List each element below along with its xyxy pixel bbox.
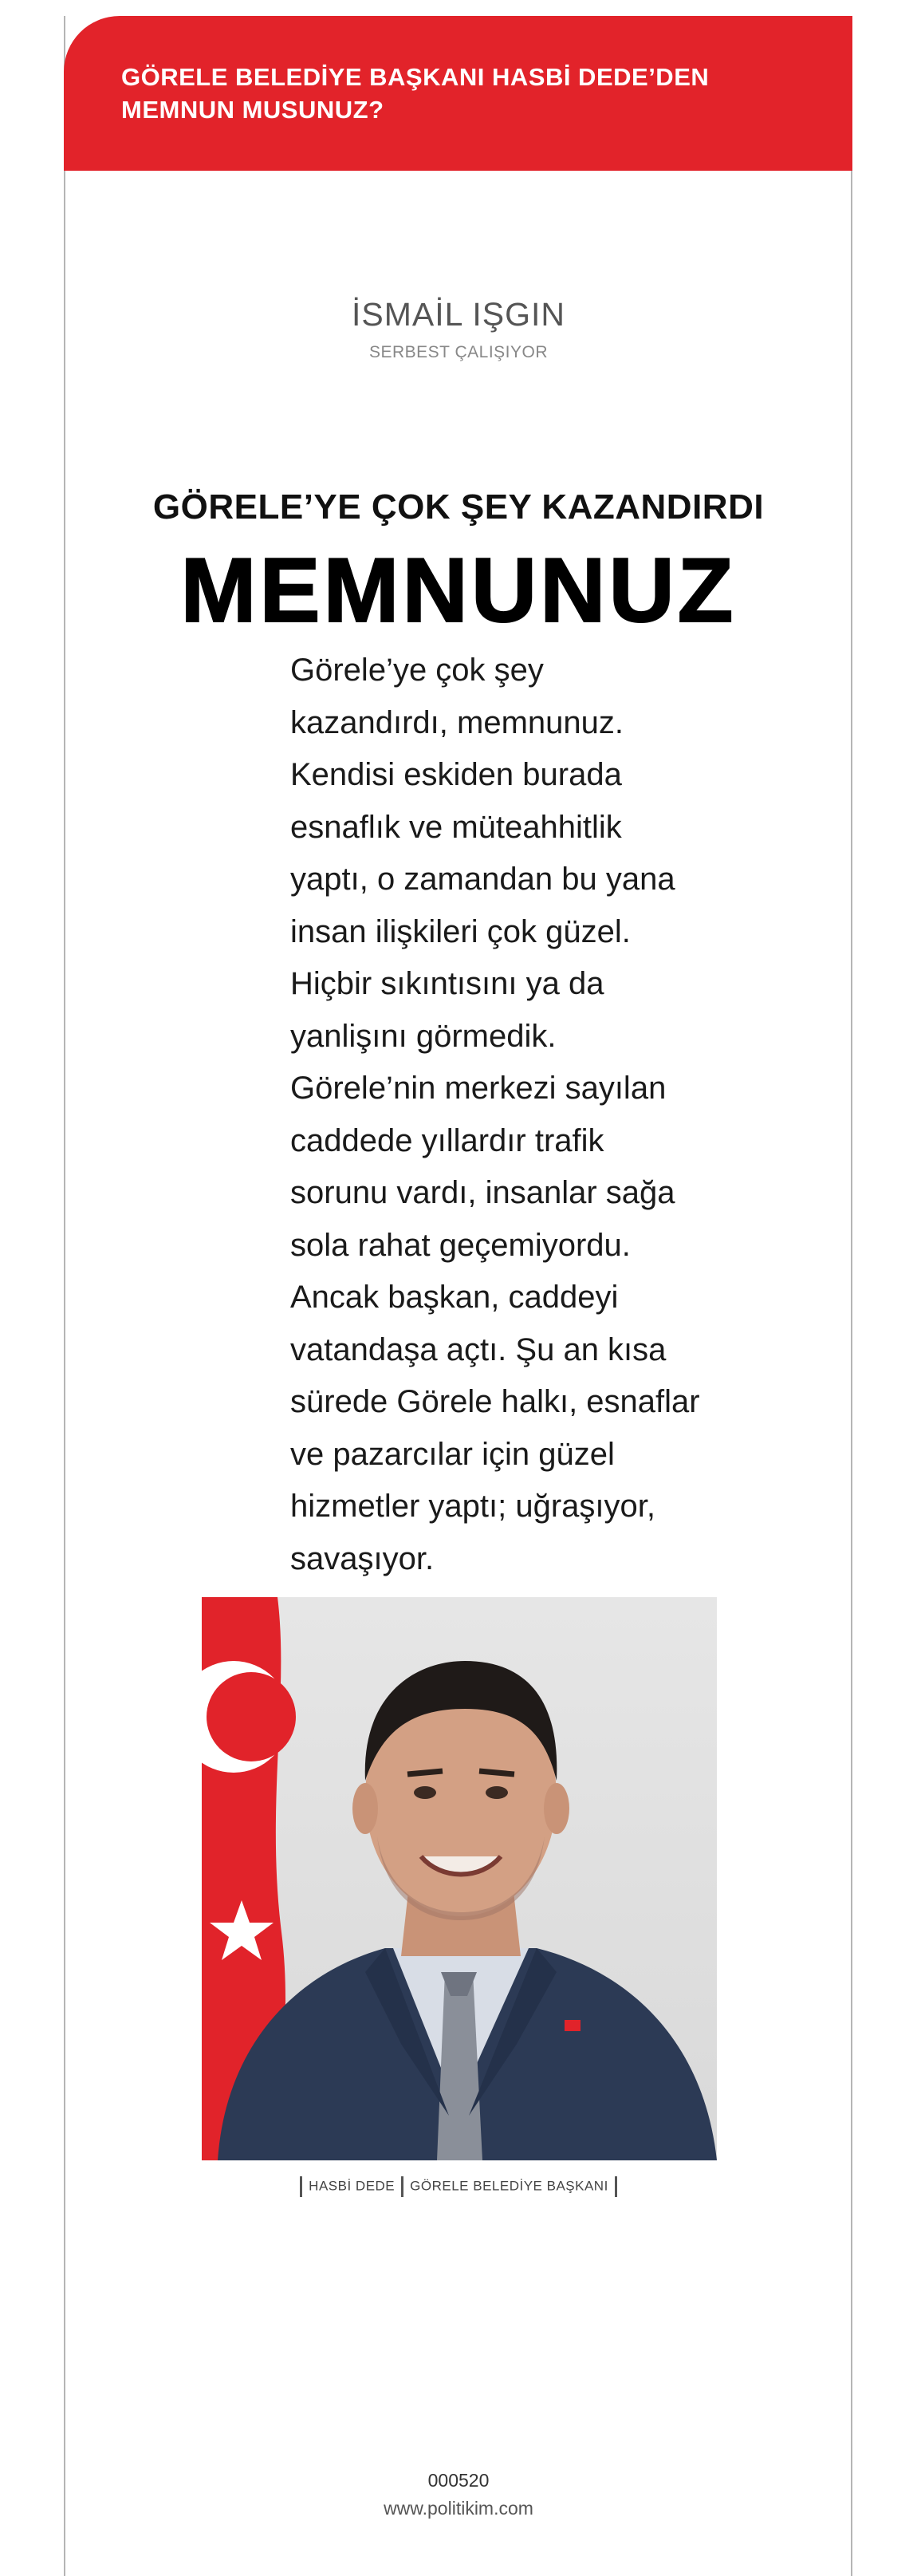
headline-main: MEMNUNUZ — [180, 540, 737, 641]
caption-divider — [401, 2176, 403, 2197]
author-name: İSMAİL IŞGIN — [352, 296, 565, 333]
caption-divider — [300, 2176, 302, 2197]
caption-title: GÖRELE BELEDİYE BAŞKANI — [410, 2178, 608, 2194]
portrait-photo — [202, 1597, 717, 2160]
quote-text: Görele’ye çok şey kazandırdı, memnunuz. Kendisi eskiden burada esnaflık ve müteahhitlik yaptı, o zamandan bu yana insan ilişkileri çok güzel. Hiçbir sıkıntısını ya da yanlişını görmedik. Görele’nin merkezi sayılan caddede yıllardır trafik sorunu vardı, insanlar sağa sola rahat geçemiyordu. Ancak başkan, caddeyi vatandaşa açtı. Şu an kısa sürede Görele halkı, esnaflar ve pazarcılar için güzel hizmetler yaptı; uğraşıyor, savaşıyor. — [290, 653, 700, 1576]
headline-subtitle: GÖRELE’YE ÇOK ŞEY KAZANDIRDI — [152, 487, 765, 527]
author-role: SERBEST ÇALIŞIYOR — [368, 343, 549, 361]
photo-caption — [0, 2176, 917, 2197]
portrait-illustration — [202, 1597, 717, 2160]
footer-code: 000520 — [427, 2470, 490, 2491]
footer-website[interactable]: www.politikim.com — [384, 2498, 533, 2519]
header-title: GÖRELE BELEDİYE BAŞKANI HASBİ DEDE’DEN MEMNUN MUSUNUZ? — [121, 63, 710, 124]
header-banner — [64, 16, 852, 171]
caption-name: HASBİ DEDE — [309, 2178, 396, 2194]
caption-divider — [615, 2176, 617, 2197]
